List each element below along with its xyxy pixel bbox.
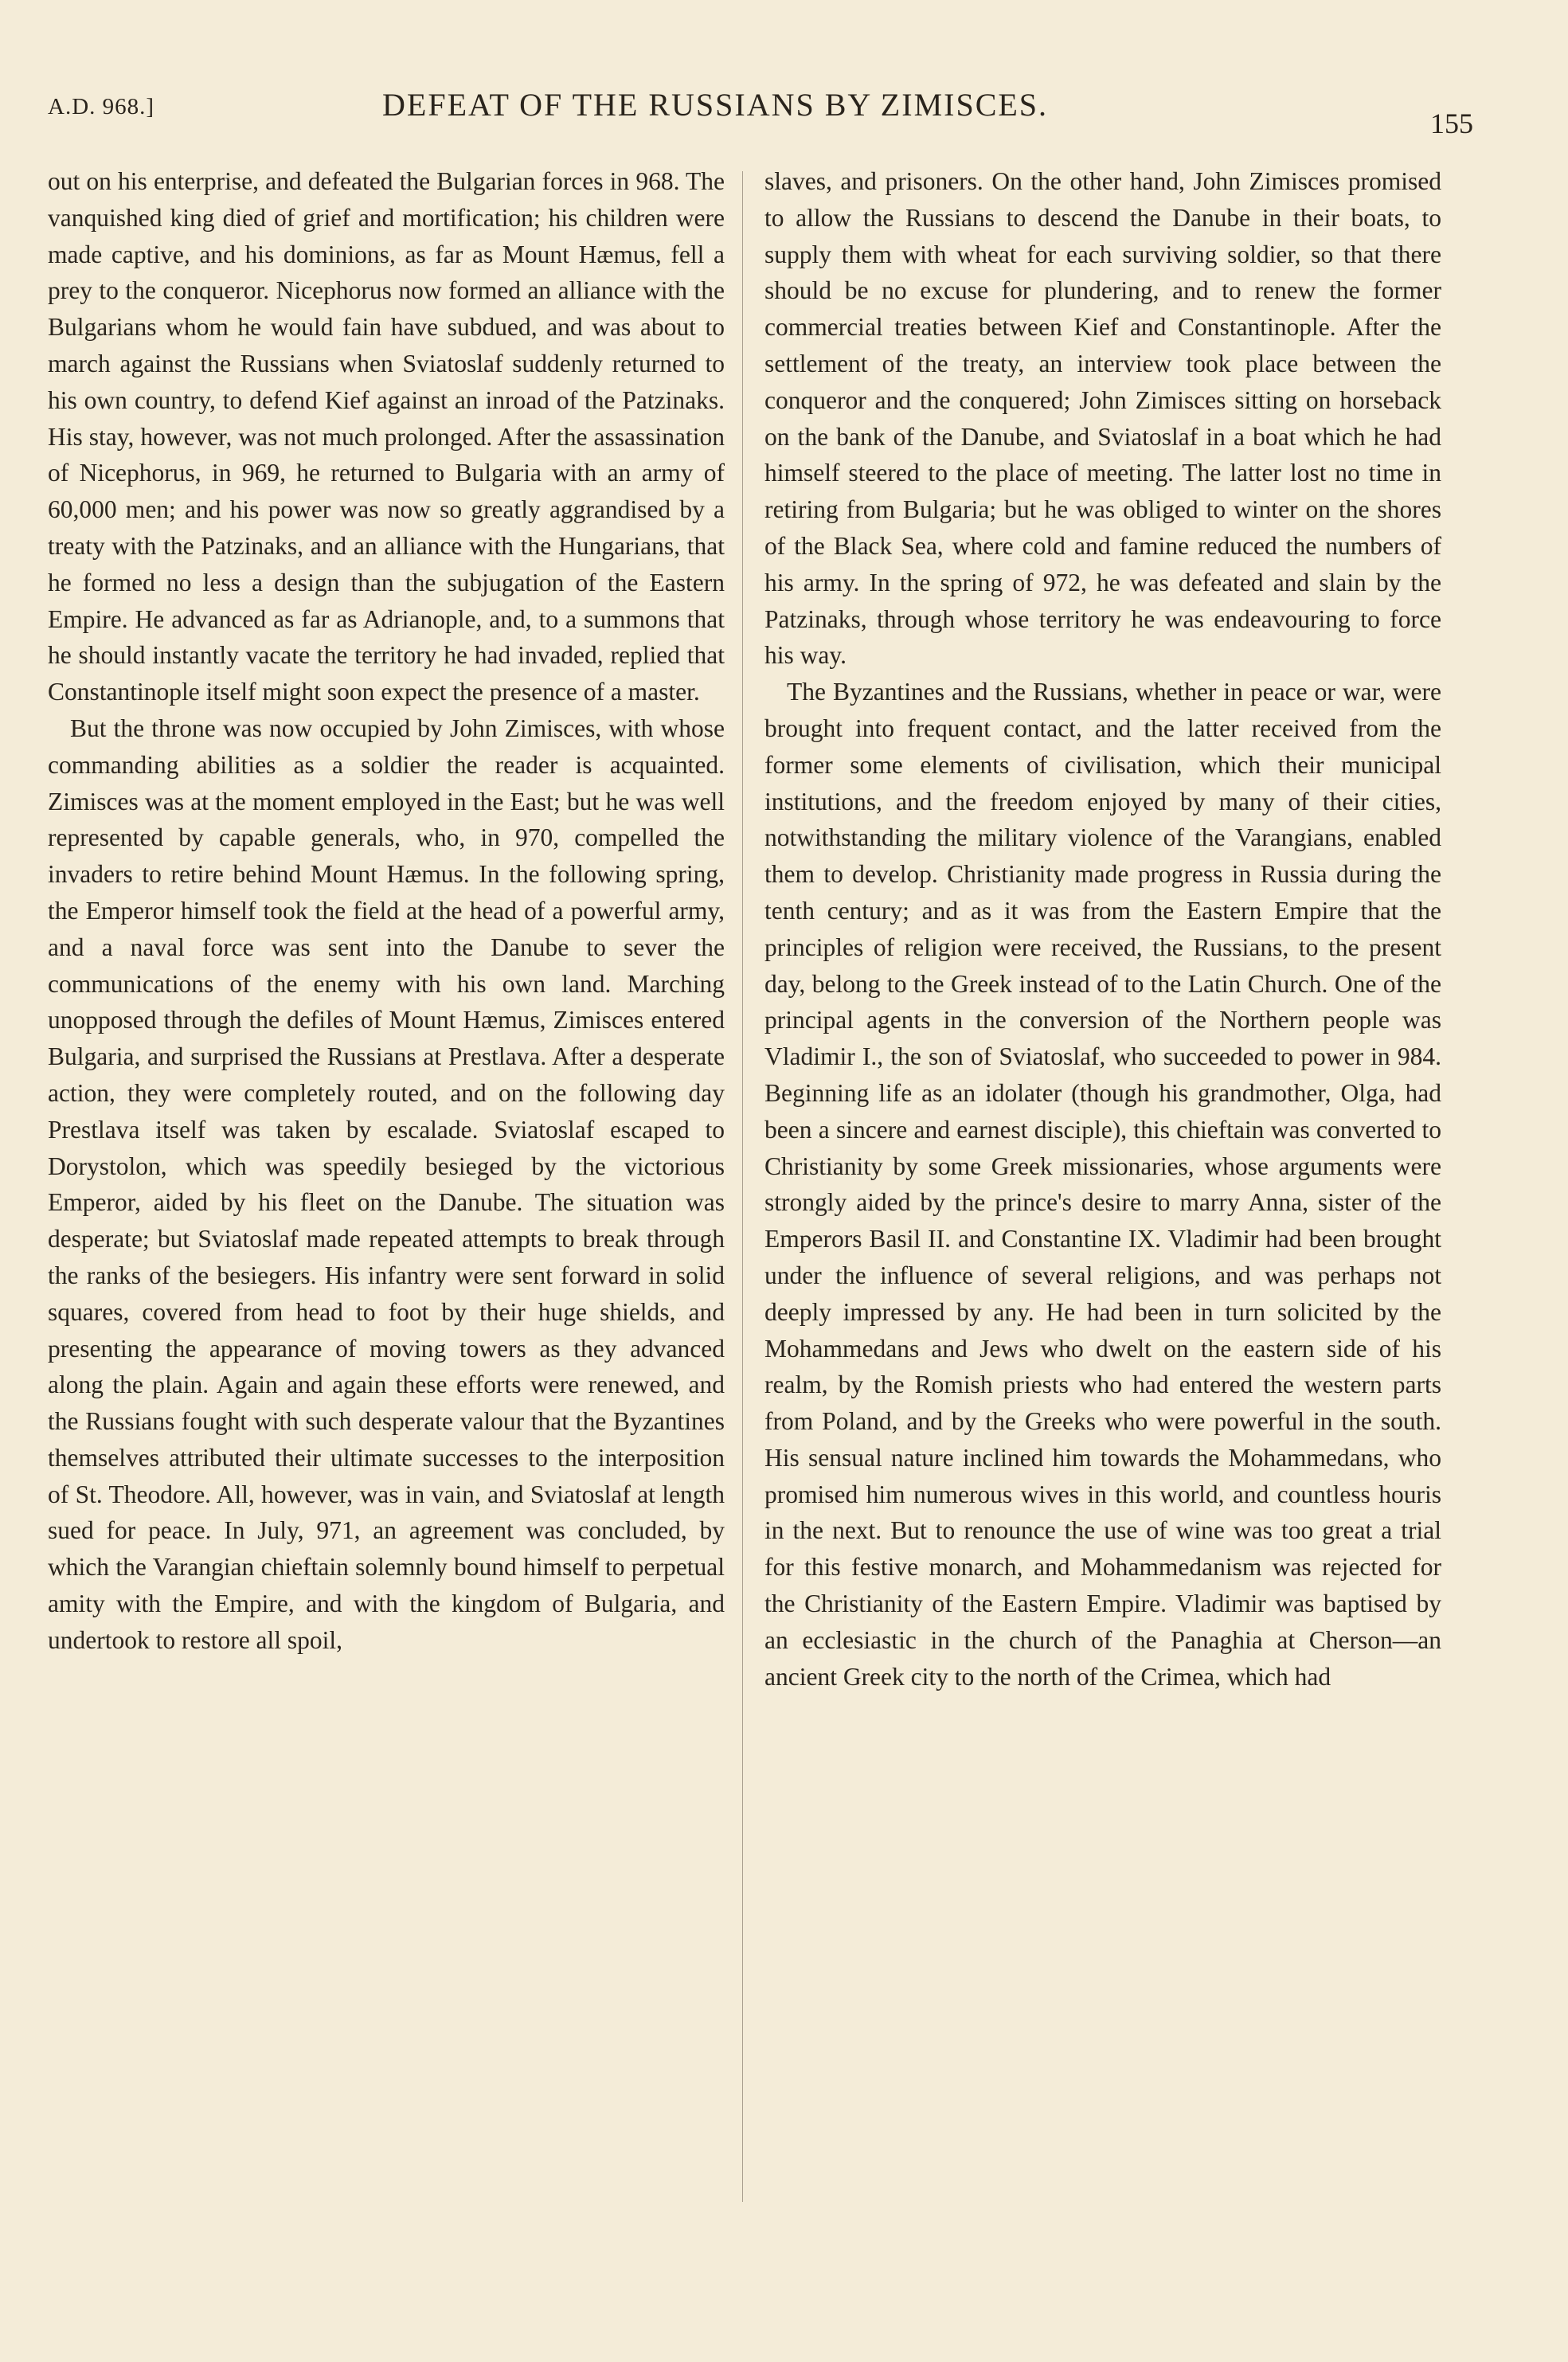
- running-header: [48, 86, 1473, 139]
- paragraph: But the throne was now occupied by John Zimisces, with whose commanding abilities as a soldier the reader is acquainted. Zimisces was at the moment employed in the East; but he was well represented by capable generals, who, in 970, compelled the invaders to retire behind Mount Hæmus. In the following spring, the Emperor himself took the field at the head of a powerful army, and a naval force was sent into the Danube to sever the communications of the enemy with his own land. Marching unopposed through the defiles of Mount Hæmus, Zimisces entered Bulgaria, and surprised the Russians at Prestlava. After a desperate action, they were completely routed, and on the following day Prestlava itself was taken by escalade. Sviatoslaf escaped to Dorystolon, which was speedily besieged by the victorious Emperor, aided by his fleet on the Danube. The situation was desperate; but Sviatoslaf made repeated attempts to break through the ranks of the besiegers. His infantry were sent forward in solid squares, covered from head to foot by their huge shields, and presenting the appearance of moving towers as they advanced along the plain. Again and again these efforts were renewed, and the Russians fought with such desperate valour that the Byzantines themselves attributed their ultimate successes to the interposition of St. Theodore. All, however, was in vain, and Sviatoslaf at length sued for peace. In July, 971, an agreement was concluded, by which the Varangian chieftain solemnly bound himself to perpetual amity with the Empire, and with the kingdom of Bulgaria, and undertook to restore all spoil,: [48, 714, 725, 1654]
- paragraph: out on his enterprise, and defeated the Bulgarian forces in 968. The vanquished king died of grief and mortification; his children were made captive, and his dominions, as far as Mount Hæmus, fell a prey to the conqueror. Nicephorus now formed an alliance with the Bulgarians whom he would fain have subdued, and was about to march against the Russians when Sviatoslaf suddenly returned to his own country, to defend Kief against an inroad of the Patzinaks. His stay, however, was not much prolonged. After the assassination of Nicephorus, in 969, he returned to Bulgaria with an army of 60,000 men; and his power was now so greatly aggrandised by a treaty with the Patzinaks, and an alliance with the Hungarians, that he formed no less a design than the subjugation of the Eastern Empire. He advanced as far as Adrianople, and, to a summons that he should instantly vacate the territory he had invaded, replied that Constantinople itself might soon expect the presence of a master.: [48, 167, 725, 706]
- paragraph: The Byzantines and the Russians, whether in peace or war, were brought into frequent contact, and the latter received from the former some elements of civilisation, which their municipal institutions, and the freedom enjoyed by many of their cities, notwithstanding the military violence of the Varangians, enabled them to develop. Christianity made progress in Russia during the tenth century; and as it was from the Eastern Empire that the principles of religion were received, the Russians, to the present day, belong to the Greek instead of to the Latin Church. One of the principal agents in the conversion of the Northern people was Vladimir I., the son of Sviatoslaf, who succeeded to power in 984. Beginning life as an idolater (though his grandmother, Olga, had been a sincere and earnest disciple), this chieftain was converted to Christianity by some Greek missionaries, whose arguments were strongly aided by the prince's desire to marry Anna, sister of the Emperors Basil II. and Constantine IX. Vladimir had been brought under the influence of several religions, and was perhaps not deeply impressed by any. He had been in turn solicited by the Mohammedans and Jews who dwelt on the eastern side of his realm, by the Romish priests who had entered the western parts from Poland, and by the Greeks who were powerful in the south. His sensual nature inclined him towards the Mohammedans, who promised him numerous wives in this world, and countless houris in the next. But to renounce the use of wine was too great a trial for this festive monarch, and Mohammedanism was rejected for the Christianity of the Eastern Empire. Vladimir was baptised by an ecclesiastic in the church of the Panaghia at Cherson—an ancient Greek city to the north of the Crimea, which had: [764, 678, 1441, 1691]
- column-divider: [742, 171, 743, 2202]
- paragraph: slaves, and prisoners. On the other hand, John Zimisces promised to allow the Russians to descend the Danube in their boats, to supply them with wheat for each surviving soldier, so that there should be no excuse for plundering, and to renew the former commercial treaties between Kief and Constantinople. After the settlement of the treaty, an interview took place between the conqueror and the conquered; John Zimisces sitting on horseback on the bank of the Danube, and Sviatoslaf in a boat which he had himself steered to the place of meeting. The latter lost no time in retiring from Bulgaria; but he was obliged to winter on the shores of the Black Sea, where cold and famine reduced the numbers of his army. In the spring of 972, he was defeated and slain by the Patzinaks, through whose territory he was endeavouring to force his way.: [764, 167, 1441, 670]
- left-column: [48, 163, 725, 1659]
- header-date: A.D. 968.]: [48, 94, 155, 119]
- right-column: [764, 163, 1441, 1695]
- page-title: DEFEAT OF THE RUSSIANS BY ZIMISCES.: [382, 87, 1049, 123]
- page-number: 155: [1430, 108, 1473, 139]
